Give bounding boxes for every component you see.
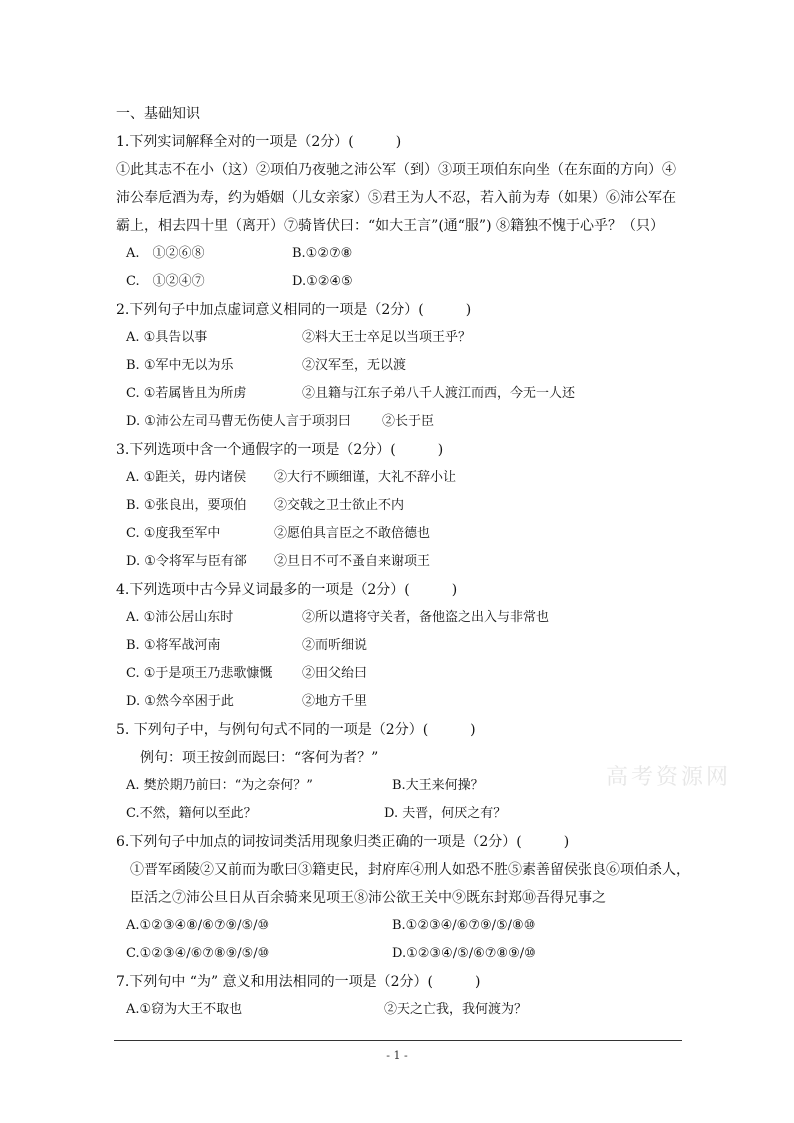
question-3-stem: 3.下列选项中含一个通假字的一项是（2分）( )	[116, 442, 444, 458]
option-b: B.大王来何操？	[392, 778, 484, 793]
option-a: A.①窃为大王不取也	[126, 1002, 243, 1017]
option-d: D. 夫晋，何厌之有？	[384, 806, 507, 821]
question-6-body-line: ①晋军函陵②又前而为歌曰③籍吏民，封府库④刑人如恐不胜⑤素善留侯张良⑥项伯杀人，	[130, 862, 690, 878]
option-d: D. ①然今卒困于此	[126, 694, 234, 709]
option-a-part-2: ②天之亡我，我何渡为？	[384, 1002, 528, 1017]
option-a: A.①②③④⑧/⑥⑦⑨/⑤/⑩	[126, 918, 270, 933]
question-2-stem: 2.下列句子中加点虚词意义相同的一项是（2分）( )	[116, 302, 472, 318]
option-d-part-2: ②长于臣	[382, 414, 435, 429]
option-d: D. ①令将军与臣有郤	[126, 554, 247, 569]
option-b: B.①②③④/⑥⑦⑨/⑤/⑧⑩	[392, 918, 536, 933]
footer-divider	[114, 1040, 682, 1041]
option-d: D.①②④⑤	[292, 274, 353, 289]
option-c-part-2: ②田父绐曰	[302, 666, 368, 681]
option-d-part-2: ②地方千里	[302, 694, 368, 709]
watermark: 高考资源网	[606, 765, 732, 790]
question-5-example: 例句：项王按剑而跽曰：“客何为者？”	[140, 750, 379, 766]
question-7-stem: 7.下列句中 “为” 意义和用法相同的一项是（2分）( )	[116, 974, 481, 990]
option-c-part-2: ②愿伯具言臣之不敢倍德也	[274, 526, 431, 541]
option-d: D. ①沛公左司马曹无伤使人言于项羽曰	[126, 414, 351, 429]
option-c-part-2: ②且籍与江东子弟八千人渡江而西，今无一人还	[302, 386, 576, 401]
option-d-part-2: ②旦日不可不蚤自来谢项王	[274, 554, 431, 569]
option-c: C. ①于是项王乃悲歌慷慨	[126, 666, 273, 681]
option-b-part-2: ②交戟之卫士欲止不内	[274, 498, 405, 513]
option-a: A. ①具告以事	[126, 330, 208, 345]
option-c: C.不然，籍何以至此？	[126, 806, 257, 821]
question-1-body-line: 霸上，相去四十里（离开）⑦骑皆伏曰：“如大王言”(通“服”) ⑧籍独不愧于心乎？（只）	[116, 218, 665, 234]
option-b: B.①②⑦⑧	[292, 246, 353, 261]
question-6-stem: 6.下列句子中加点的词按词类活用现象归类正确的一项是（2分）( )	[116, 834, 570, 850]
option-c: C. ①度我至军中	[126, 526, 221, 541]
option-a-part-2: ②所以遣将守关者，备他盗之出入与非常也	[302, 610, 550, 625]
question-5-stem: 5. 下列句子中，与例句句式不同的一项是（2分）( )	[116, 722, 476, 738]
option-a-part-2: ②大行不顾细谨，大礼不辞小让	[274, 470, 457, 485]
option-b: B. ①将军战河南	[126, 638, 221, 653]
question-1-body-line: ①此其志不在小（这）②项伯乃夜驰之沛公军（到）③项王项伯东向坐（在东面的方向）④	[116, 162, 676, 178]
option-c: C.①②③④/⑥⑦⑧⑨/⑤/⑩	[126, 946, 270, 961]
option-d: D.①②③④/⑤/⑥⑦⑧⑨/⑩	[392, 946, 536, 961]
option-a-part-2: ②料大王士卒足以当项王乎？	[302, 330, 472, 345]
question-6-body-line: 臣活之⑦沛公旦日从百余骑来见项王⑧沛公欲王关中⑨既东封郑⑩吾得兄事之	[130, 890, 606, 906]
option-c: C. ①②④⑦	[126, 274, 205, 289]
question-1-body-line: 沛公奉卮酒为寿，约为婚姻（儿女亲家）⑤君王为人不忍，若入前为寿（如果）⑥沛公军在	[116, 190, 676, 206]
question-1-stem: 1.下列实词解释全对的一项是（2分）( )	[116, 134, 402, 150]
option-a: A. ①沛公居山东时	[126, 610, 234, 625]
option-c: C. ①若属皆且为所虏	[126, 386, 247, 401]
option-b: B. ①张良出，要项伯	[126, 498, 247, 513]
option-b-part-2: ②而听细说	[302, 638, 368, 653]
question-4-stem: 4.下列选项中古今异义词最多的一项是（2分）( )	[116, 582, 458, 598]
option-a: A. ①②⑥⑧	[126, 246, 205, 261]
option-b: B. ①军中无以为乐	[126, 358, 234, 373]
option-a: A. 樊於期乃前曰：“为之奈何？”	[126, 778, 313, 793]
page-number: - 1 -	[386, 1049, 408, 1062]
option-a: A. ①距关，毋内诸侯	[126, 470, 247, 485]
section-title: 一、基础知识	[116, 106, 200, 122]
option-b-part-2: ②汉军至，无以渡	[302, 358, 407, 373]
